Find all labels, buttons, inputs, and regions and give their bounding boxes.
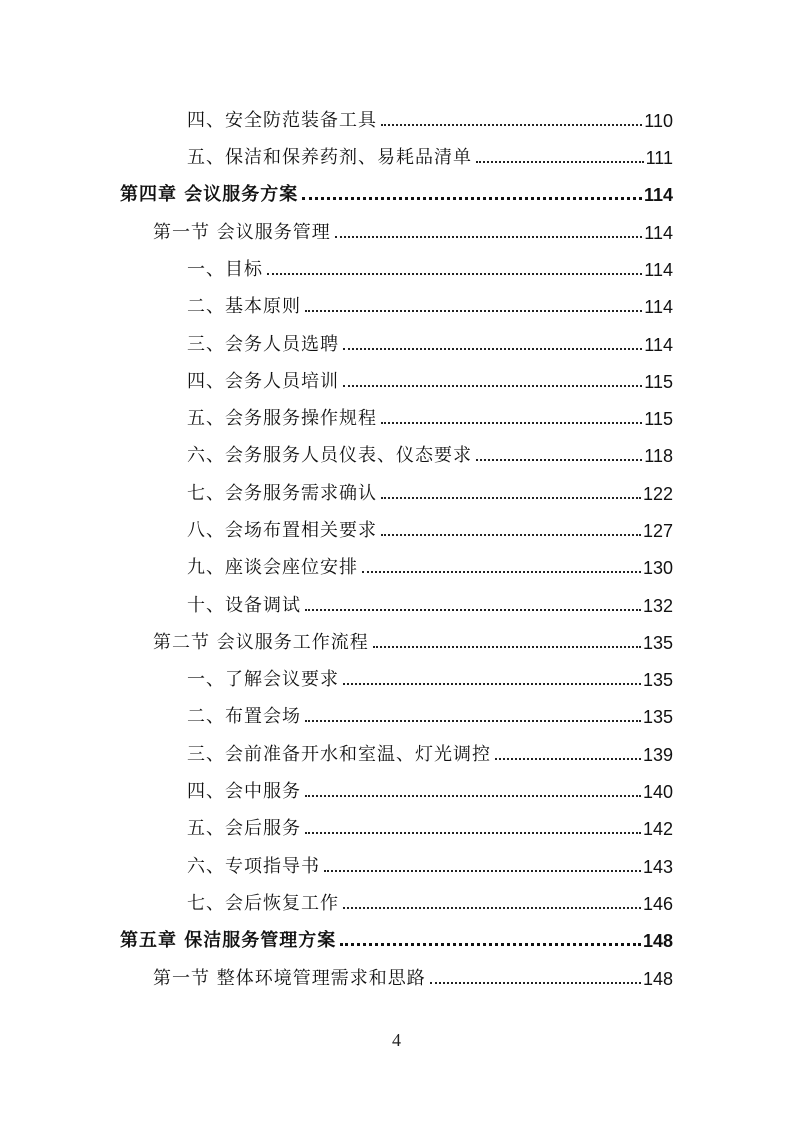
toc-entry-page: 143 bbox=[642, 857, 673, 877]
toc-entry-page: 135 bbox=[642, 670, 673, 690]
toc-entry[interactable] bbox=[187, 103, 673, 131]
toc-entry[interactable] bbox=[187, 438, 673, 466]
toc-entry[interactable] bbox=[187, 513, 673, 541]
toc-entry-page: 114 bbox=[644, 223, 673, 243]
toc-entry-label: 七、会后恢复工作 bbox=[187, 893, 339, 914]
toc-entry-page: 115 bbox=[644, 372, 673, 392]
toc-entry-label: 四、会务人员培训 bbox=[187, 371, 339, 392]
toc-section-entry[interactable] bbox=[153, 215, 673, 243]
toc-entry-page: 114 bbox=[644, 260, 673, 280]
dot-leader bbox=[305, 832, 641, 834]
toc-entry-page: 139 bbox=[642, 745, 673, 765]
dot-leader bbox=[343, 385, 642, 387]
dot-leader bbox=[476, 459, 642, 461]
toc-chapter-entry[interactable] bbox=[120, 923, 673, 951]
toc-entry-label: 三、会务人员选聘 bbox=[187, 334, 339, 355]
toc-entry-label: 七、会务服务需求确认 bbox=[187, 483, 377, 504]
toc-entry-label: 二、基本原则 bbox=[187, 296, 301, 317]
toc-entry[interactable] bbox=[187, 662, 673, 690]
toc-entry[interactable] bbox=[187, 550, 673, 578]
toc-entry-label: 九、座谈会座位安排 bbox=[187, 557, 358, 578]
dot-leader bbox=[343, 907, 641, 909]
toc-entry[interactable] bbox=[187, 289, 673, 317]
dot-leader bbox=[381, 497, 641, 499]
dot-leader bbox=[305, 720, 641, 722]
dot-leader bbox=[305, 310, 642, 312]
toc-entry[interactable] bbox=[187, 737, 673, 765]
dot-leader bbox=[335, 236, 643, 238]
toc-chapter-entry[interactable] bbox=[120, 177, 673, 205]
toc-entry[interactable] bbox=[187, 886, 673, 914]
dot-leader bbox=[267, 273, 642, 275]
toc-entry[interactable] bbox=[187, 401, 673, 429]
toc-entry[interactable] bbox=[187, 699, 673, 727]
toc-entry-page: 118 bbox=[644, 446, 673, 466]
dot-leader bbox=[305, 795, 641, 797]
toc-entry[interactable] bbox=[187, 140, 673, 168]
toc-entry-label: 一、了解会议要求 bbox=[187, 669, 339, 690]
toc-entry-page: 110 bbox=[644, 111, 673, 131]
toc-entry-label: 第一节 整体环境管理需求和思路 bbox=[153, 968, 426, 989]
dot-leader bbox=[343, 683, 641, 685]
toc-entry-page: 142 bbox=[642, 819, 673, 839]
toc-entry-page: 140 bbox=[642, 782, 673, 802]
toc-entry-label: 六、会务服务人员仪表、仪态要求 bbox=[187, 445, 472, 466]
dot-leader bbox=[476, 161, 644, 163]
dot-leader bbox=[305, 609, 641, 611]
toc-entry-label: 五、会务服务操作规程 bbox=[187, 408, 377, 429]
dot-leader bbox=[495, 758, 641, 760]
dot-leader bbox=[373, 646, 641, 648]
toc-entry-label: 第一节 会议服务管理 bbox=[153, 222, 331, 243]
toc-entry[interactable] bbox=[187, 849, 673, 877]
toc-entry-label: 六、专项指导书 bbox=[187, 856, 320, 877]
dot-leader bbox=[381, 534, 641, 536]
toc-entry[interactable] bbox=[187, 588, 673, 616]
toc-entry-label: 一、目标 bbox=[187, 259, 263, 280]
toc-entry-page: 130 bbox=[642, 558, 673, 578]
toc-entry-page: 135 bbox=[642, 633, 673, 653]
toc-entry-page: 127 bbox=[642, 521, 673, 541]
toc-entry-label: 四、安全防范装备工具 bbox=[187, 110, 377, 131]
toc-entry-page: 132 bbox=[642, 596, 673, 616]
toc-entry-page: 135 bbox=[642, 707, 673, 727]
toc-entry-page: 146 bbox=[642, 894, 673, 914]
toc-entry-label: 八、会场布置相关要求 bbox=[187, 520, 377, 541]
toc-entry-page: 114 bbox=[643, 185, 673, 205]
dot-leader bbox=[340, 943, 641, 946]
dot-leader bbox=[381, 422, 642, 424]
toc-entry[interactable] bbox=[187, 364, 673, 392]
toc-entry-label: 十、设备调试 bbox=[187, 595, 301, 616]
toc-entry-label: 五、保洁和保养药剂、易耗品清单 bbox=[187, 147, 472, 168]
dot-leader bbox=[430, 982, 641, 984]
toc-entry-page: 114 bbox=[644, 335, 673, 355]
toc-entry-page: 111 bbox=[645, 148, 673, 168]
dot-leader bbox=[343, 348, 642, 350]
toc-entry-label: 四、会中服务 bbox=[187, 781, 301, 802]
toc-entry[interactable] bbox=[187, 811, 673, 839]
toc-entry[interactable] bbox=[187, 476, 673, 504]
toc-entry-label: 第五章 保洁服务管理方案 bbox=[120, 930, 337, 951]
toc-entry-page: 115 bbox=[644, 409, 673, 429]
toc-entry-label: 第二节 会议服务工作流程 bbox=[153, 632, 369, 653]
toc-entry[interactable] bbox=[187, 774, 673, 802]
toc-section-entry[interactable] bbox=[153, 961, 673, 989]
dot-leader bbox=[362, 571, 641, 573]
page-number: 4 bbox=[392, 1030, 401, 1050]
toc-entry-label: 五、会后服务 bbox=[187, 818, 301, 839]
toc-entry[interactable] bbox=[187, 252, 673, 280]
toc-entry-page: 148 bbox=[642, 931, 673, 951]
dot-leader bbox=[324, 870, 641, 872]
toc-entry-label: 二、布置会场 bbox=[187, 706, 301, 727]
toc-section-entry[interactable] bbox=[153, 625, 673, 653]
toc-entry-page: 122 bbox=[642, 484, 673, 504]
toc-entry-label: 第四章 会议服务方案 bbox=[120, 184, 299, 205]
toc-entry[interactable] bbox=[187, 327, 673, 355]
toc-entry-page: 148 bbox=[642, 969, 673, 989]
toc-entry-label: 三、会前准备开水和室温、灯光调控 bbox=[187, 744, 491, 765]
toc-entry-page: 114 bbox=[644, 297, 673, 317]
dot-leader bbox=[381, 124, 642, 126]
dot-leader bbox=[302, 197, 642, 200]
